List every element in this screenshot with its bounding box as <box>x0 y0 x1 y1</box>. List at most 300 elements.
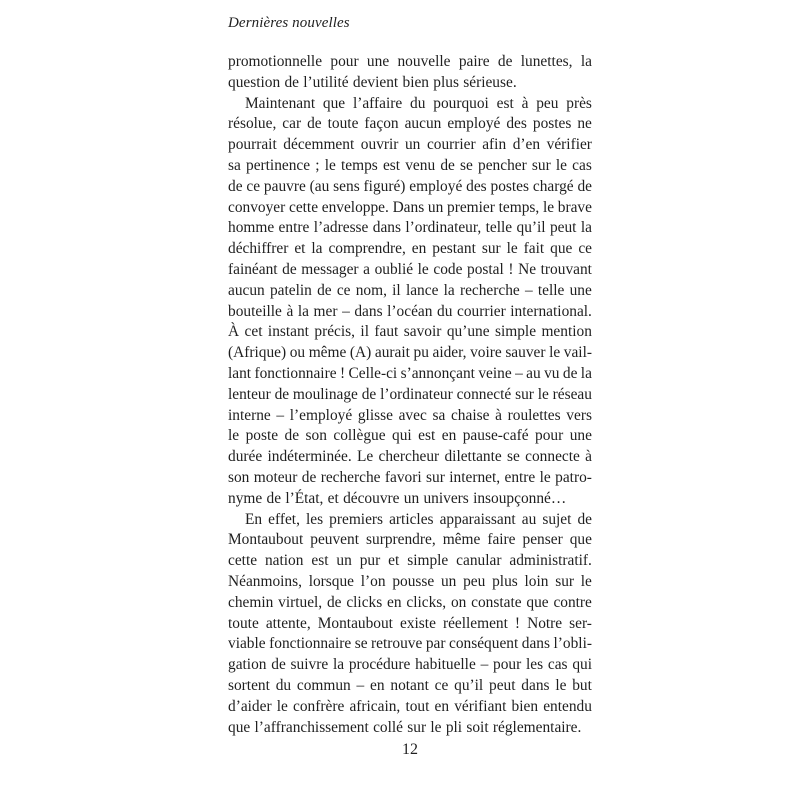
word: de <box>497 53 513 70</box>
word: le <box>549 344 561 362</box>
word: s’annonçant <box>400 364 475 382</box>
word: (Afrique) <box>228 344 287 362</box>
word: – <box>524 281 533 299</box>
word: clicks, <box>406 593 447 611</box>
word: déchiffrer <box>228 240 289 258</box>
word: univers <box>423 489 469 507</box>
word: l’employé <box>289 406 353 424</box>
word: il <box>360 323 369 341</box>
word: savoir <box>403 323 442 341</box>
word: l’utilité <box>303 73 349 91</box>
word: enveloppe. <box>321 198 389 216</box>
word: à <box>585 448 592 466</box>
word: pousse <box>392 572 435 590</box>
word: tout <box>405 697 430 715</box>
word: le <box>276 697 288 715</box>
word: ce <box>434 676 449 694</box>
word: qu’il <box>516 219 546 237</box>
text-line <box>228 94 592 115</box>
word: de <box>284 427 300 445</box>
word: de <box>577 510 592 528</box>
word: Montaubout <box>317 614 393 632</box>
word: patelin <box>269 281 312 299</box>
word: nom, <box>355 281 387 299</box>
word: de <box>562 364 578 382</box>
word: sur <box>531 156 551 174</box>
word: de <box>307 115 322 133</box>
word: près <box>566 94 592 112</box>
word: voire <box>470 344 502 362</box>
word: ! <box>514 614 521 632</box>
word: procédure <box>348 656 411 674</box>
word: premiers <box>329 510 384 528</box>
word: lunettes, <box>520 53 573 70</box>
word: en <box>370 676 385 694</box>
word: sur <box>426 468 445 486</box>
word: telle <box>485 219 513 237</box>
word: mention <box>541 323 592 341</box>
word: pli <box>445 718 463 736</box>
word: sauver <box>505 344 546 362</box>
word: contre <box>553 593 592 611</box>
word: de <box>301 468 317 486</box>
word: un <box>404 136 421 154</box>
word: recherche <box>459 281 520 299</box>
word: dans <box>521 676 550 694</box>
word: à <box>521 94 529 112</box>
word: du <box>275 676 292 694</box>
text-line <box>228 385 592 406</box>
word: virtuel, <box>278 593 323 611</box>
text-line <box>228 655 592 676</box>
word: en <box>411 240 427 258</box>
word: – <box>515 364 523 382</box>
word: dans <box>372 219 401 237</box>
word: ou <box>289 344 306 362</box>
word: en <box>387 593 402 611</box>
word: en <box>441 427 457 445</box>
word: figuré) <box>363 177 406 195</box>
word: moulinage <box>292 385 358 403</box>
word: Le <box>356 448 374 466</box>
word: au <box>526 364 541 382</box>
word: trouvant <box>540 260 592 278</box>
word: ne <box>577 115 592 133</box>
word: et <box>327 489 339 507</box>
text-line <box>228 135 592 156</box>
word: résolue, <box>228 115 277 133</box>
word: se <box>460 156 473 174</box>
text-line <box>228 489 592 510</box>
word: patro- <box>555 468 592 486</box>
word: penser <box>522 531 563 549</box>
word: vers <box>566 406 592 424</box>
word: est <box>418 427 436 445</box>
word: Dans <box>392 198 425 216</box>
word: à <box>286 302 294 320</box>
word: afin <box>482 136 507 154</box>
word: pour <box>493 656 522 674</box>
word: devient <box>352 73 399 91</box>
word: pour <box>535 427 564 445</box>
word: entre <box>504 468 536 486</box>
word: habituelle <box>415 656 476 674</box>
word: courrier <box>426 136 476 154</box>
word: pourquoi <box>433 94 489 112</box>
word: de <box>271 656 286 674</box>
word: précis, <box>314 323 355 341</box>
word: paire <box>458 53 490 70</box>
word: peu <box>536 94 559 112</box>
text-line <box>228 510 592 531</box>
word: employé <box>409 177 463 195</box>
word: instant <box>267 323 309 341</box>
word: nouvelle <box>397 53 451 70</box>
word: sur <box>407 718 427 736</box>
word: convoyer <box>228 198 286 216</box>
word: pu <box>413 344 429 362</box>
word: fonctionnaire <box>269 635 352 653</box>
word: ser- <box>569 614 592 632</box>
word: de <box>266 489 282 507</box>
word: vu <box>544 364 560 382</box>
text-line <box>228 530 592 551</box>
text-line <box>228 177 592 198</box>
word: de <box>577 177 592 195</box>
text-line <box>228 614 592 635</box>
word: le <box>506 240 518 258</box>
word: Néanmoins, <box>228 572 302 590</box>
word: le <box>417 260 429 278</box>
word: la <box>297 302 309 320</box>
word: En <box>245 510 263 528</box>
word: bien <box>402 73 429 91</box>
word: pur <box>359 552 381 570</box>
word: réglementaire. <box>492 718 582 736</box>
word: entre <box>278 219 310 237</box>
word: le <box>555 156 567 174</box>
word: canular <box>456 552 502 570</box>
word: se <box>507 448 520 466</box>
word: de <box>361 385 377 403</box>
word: suivre <box>290 656 329 674</box>
word: sur <box>515 385 534 403</box>
text-line <box>228 447 592 468</box>
word: promotionnelle <box>228 53 323 70</box>
word: sa <box>432 406 446 424</box>
word: peut <box>489 676 516 694</box>
word: sur <box>481 240 501 258</box>
word: vail- <box>563 344 592 362</box>
word: à <box>495 406 502 424</box>
word: les <box>526 656 544 674</box>
word: on <box>450 593 467 611</box>
word: code <box>433 260 463 278</box>
word: de <box>326 593 342 611</box>
word: temps, <box>498 198 540 216</box>
word: décemment <box>283 136 355 154</box>
word: ! <box>339 364 346 382</box>
word: le <box>430 718 442 736</box>
text-line <box>228 302 592 323</box>
word: homme <box>228 219 275 237</box>
word: insoupçonné… <box>473 489 567 507</box>
word: connecté <box>456 385 512 403</box>
word: a <box>363 260 370 278</box>
word: Notre <box>527 614 563 632</box>
word: fainéant <box>228 260 278 278</box>
word: Celle-ci <box>348 364 398 382</box>
word: premier <box>447 198 495 216</box>
word: le <box>537 385 549 403</box>
word: façon <box>364 115 399 133</box>
word: pencher <box>478 156 527 174</box>
text-line <box>228 593 592 614</box>
word: se <box>354 635 368 653</box>
word: qui <box>572 656 592 674</box>
word: – <box>480 656 489 674</box>
text-line <box>228 697 592 718</box>
text-line <box>228 572 592 593</box>
word: et <box>294 240 306 258</box>
word: ! <box>508 260 514 278</box>
word: dans <box>354 302 383 320</box>
running-head: Dernières nouvelles <box>228 15 350 31</box>
word: le <box>555 676 567 694</box>
word: par <box>425 635 446 653</box>
word: réseau <box>552 385 592 403</box>
word: pourrait <box>228 136 277 154</box>
word: sa <box>228 156 241 174</box>
word: surprendre, <box>366 531 436 549</box>
word: effet, <box>268 510 300 528</box>
word: avec <box>398 406 427 424</box>
word: que <box>228 718 251 736</box>
word: plus <box>433 73 459 91</box>
word: clicks <box>346 593 383 611</box>
text-line <box>228 468 592 489</box>
word: mer <box>313 302 338 320</box>
word: toute <box>228 614 259 632</box>
word: son <box>305 427 327 445</box>
word: cette <box>288 198 319 216</box>
word: ; <box>315 156 320 174</box>
word: dans <box>521 635 550 653</box>
word: du <box>437 302 453 320</box>
word: chercheur <box>378 448 440 466</box>
word: interne <box>228 406 271 424</box>
word: pertinence <box>246 156 311 174</box>
word: sens <box>333 177 360 195</box>
word: moteur <box>253 468 298 486</box>
text-line <box>228 718 592 739</box>
word: dilettante <box>444 448 502 466</box>
word: sortent <box>228 676 270 694</box>
word: soit <box>466 718 489 736</box>
word: peut <box>549 219 577 237</box>
word: un <box>440 572 457 590</box>
word: postes <box>532 115 572 133</box>
word: et <box>388 552 400 570</box>
word: fonctionnaire <box>254 364 337 382</box>
word: la <box>580 53 592 70</box>
word: la <box>580 219 592 237</box>
word: commun <box>296 676 351 694</box>
word: réellement <box>442 614 508 632</box>
word: une <box>569 281 592 299</box>
word: confrère <box>293 697 345 715</box>
word: de <box>440 156 455 174</box>
page-number: 12 <box>402 741 418 758</box>
text-line <box>228 343 592 364</box>
word: pestant <box>432 240 476 258</box>
word: venu <box>405 156 436 174</box>
word: collé <box>373 718 403 736</box>
word: roulettes <box>507 406 561 424</box>
text-line <box>228 322 592 343</box>
word: connecte <box>525 448 580 466</box>
word: but <box>572 676 592 694</box>
word: sérieuse. <box>463 73 517 91</box>
word: fait <box>523 240 545 258</box>
word: que <box>569 531 592 549</box>
word: est <box>311 552 329 570</box>
word: de <box>282 260 297 278</box>
word: le <box>580 572 592 590</box>
text-line <box>228 260 592 281</box>
word: constate <box>471 593 522 611</box>
word: qu’une <box>446 323 490 341</box>
word: À <box>228 323 240 341</box>
word: cas <box>547 656 568 674</box>
word: pour <box>330 53 359 70</box>
word: ce <box>578 240 592 258</box>
word: le <box>542 198 555 216</box>
word: ce <box>246 177 261 195</box>
word: l’adresse <box>313 219 369 237</box>
word: – <box>356 676 365 694</box>
word: de <box>274 385 290 403</box>
word: découvre <box>343 489 400 507</box>
word: attente, <box>265 614 311 632</box>
word: un <box>427 198 444 216</box>
word: sujet <box>542 510 572 528</box>
word: vérifiant <box>454 697 507 715</box>
word: glisse <box>357 406 393 424</box>
word: de <box>228 177 243 195</box>
word: même <box>442 531 481 549</box>
word: peu <box>463 572 486 590</box>
text-line <box>228 281 592 302</box>
word: africain, <box>349 697 401 715</box>
word: employé <box>447 115 501 133</box>
word: apparaissant <box>439 510 516 528</box>
word: cas <box>572 156 592 174</box>
word: peuvent <box>310 531 359 549</box>
word: chemin <box>228 593 274 611</box>
word: Montaubout <box>228 531 304 549</box>
word: (au <box>309 177 330 195</box>
text-line <box>228 426 592 447</box>
word: indéterminée. <box>267 448 352 466</box>
word: cette <box>228 552 258 570</box>
word: gation <box>228 656 267 674</box>
word: au <box>521 510 537 528</box>
word: le <box>539 468 551 486</box>
word: est <box>382 156 401 174</box>
word: pause-café <box>462 427 529 445</box>
word: favori <box>384 468 422 486</box>
word: poste <box>245 427 279 445</box>
word: nation <box>264 552 304 570</box>
word: des <box>466 177 487 195</box>
word: ce <box>336 281 351 299</box>
word: question <box>228 73 281 91</box>
word: notant <box>390 676 429 694</box>
word: – <box>342 302 350 320</box>
word: le <box>324 156 336 174</box>
word: messager <box>301 260 359 278</box>
word: chaise <box>450 406 490 424</box>
word: vérifier <box>546 136 592 154</box>
word: l’océan <box>387 302 433 320</box>
word: l’obli- <box>553 635 592 653</box>
word: veine <box>478 364 512 382</box>
word: aucun <box>404 115 442 133</box>
word: d’en <box>512 136 541 154</box>
word: l’ordinateur <box>380 385 453 403</box>
word: faut <box>374 323 399 341</box>
word: d’aider <box>228 697 272 715</box>
word: ouvrir <box>360 136 399 154</box>
word: en <box>434 697 450 715</box>
word: son <box>228 468 250 486</box>
word: – <box>276 406 285 424</box>
word: que <box>550 240 573 258</box>
word: du <box>410 94 426 112</box>
word: recherche <box>320 468 381 486</box>
word: l’ordinateur, <box>405 219 482 237</box>
word: entendu <box>543 697 592 715</box>
word: plus <box>492 572 518 590</box>
word: temps <box>341 156 378 174</box>
word: un <box>403 489 420 507</box>
text-line <box>228 406 592 427</box>
word: aucun <box>228 281 265 299</box>
text-line <box>228 364 592 385</box>
text-line <box>228 634 592 655</box>
word: postes <box>490 177 530 195</box>
word: brave <box>557 198 592 216</box>
word: le <box>228 427 240 445</box>
word: une <box>366 53 390 70</box>
word: comprendre, <box>328 240 406 258</box>
word: loin <box>524 572 549 590</box>
word: (A) <box>349 344 372 362</box>
word: Maintenant <box>245 94 316 112</box>
word: Ne <box>518 260 537 278</box>
word: lenteur <box>228 385 271 403</box>
word: de <box>284 73 299 91</box>
word: lance <box>405 281 439 299</box>
text-line <box>228 73 592 94</box>
text-line <box>228 52 592 73</box>
word: internet, <box>449 468 501 486</box>
word: international. <box>510 302 592 320</box>
word: qu’il <box>454 676 484 694</box>
word: la <box>332 656 345 674</box>
word: est <box>496 94 514 112</box>
